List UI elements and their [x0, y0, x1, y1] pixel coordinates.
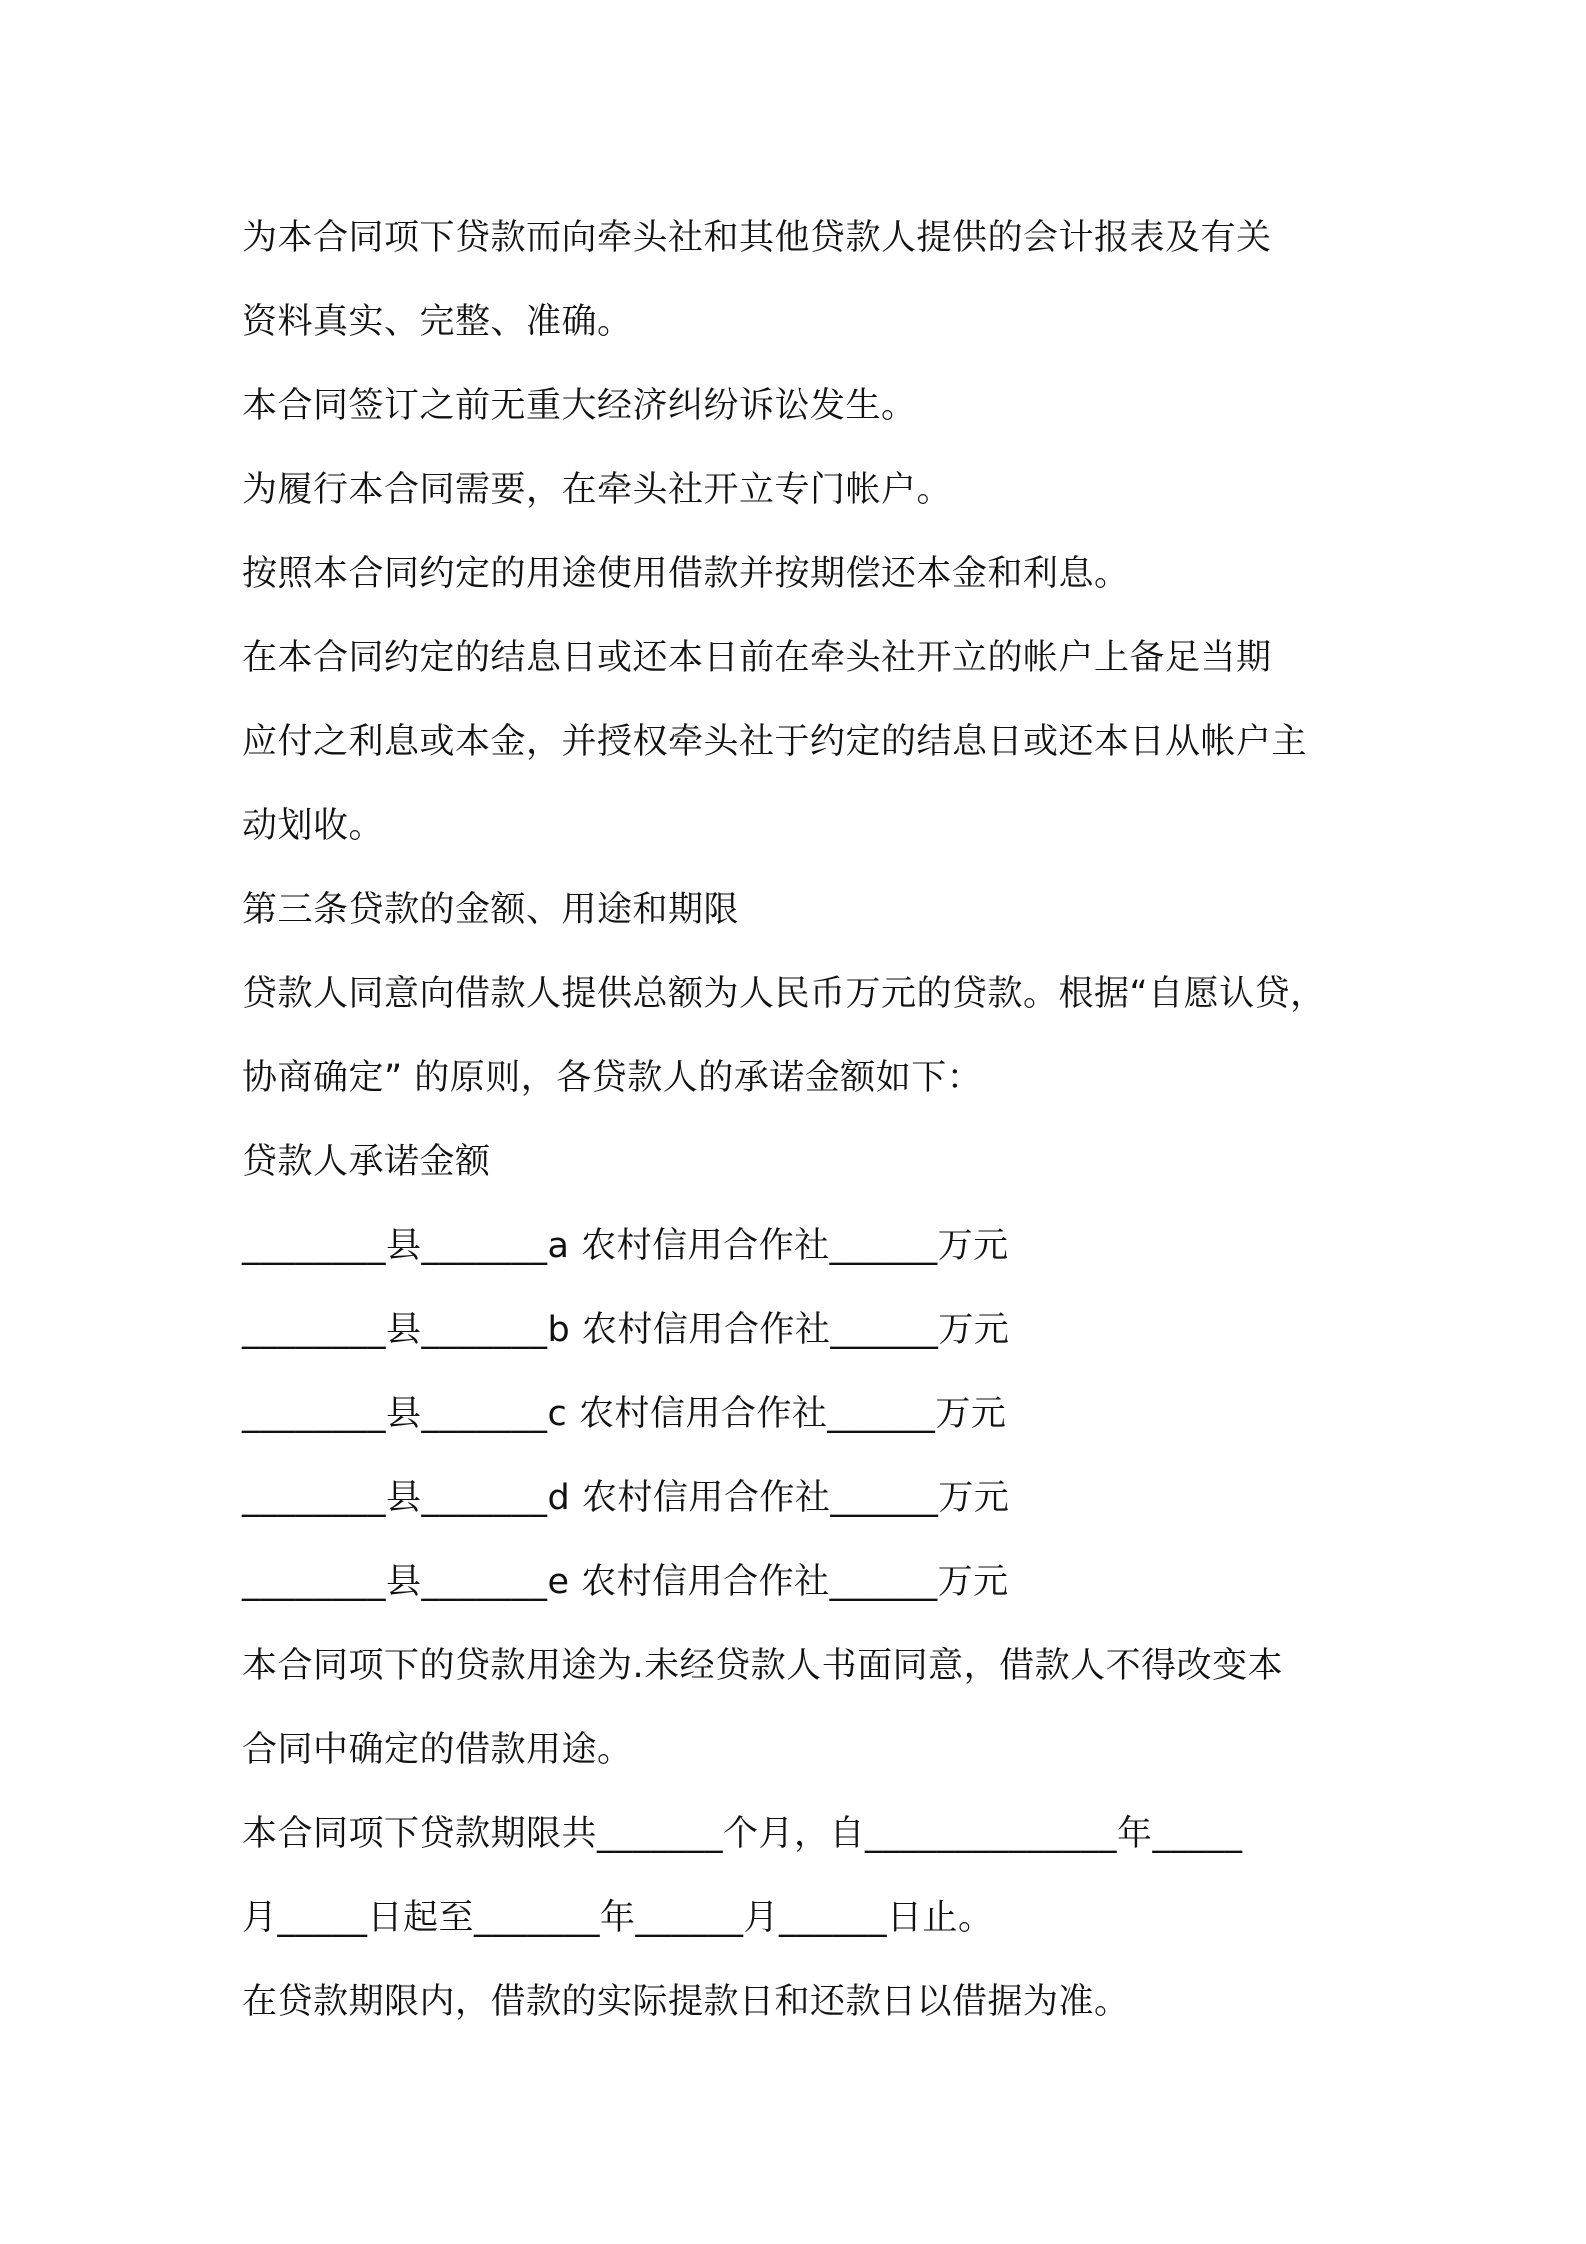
text-line: 在本合同约定的结息日或还本日前在牵头社开立的帐户上备足当期: [242, 638, 1272, 678]
lender-commitment-line-e: ________县_______e 农村信用合作社______万元: [242, 1562, 1009, 1602]
text-line: 本合同项下贷款期限共_______个月，自______________年_____: [242, 1814, 1243, 1854]
text-line: 贷款人同意向借款人提供总额为人民币万元的贷款。根据“自愿认贷，: [242, 974, 1326, 1014]
text-line: 月_____日起至_______年______月______日止。: [242, 1898, 994, 1938]
text-line: 本合同签订之前无重大经济纠纷诉讼发生。: [242, 386, 917, 426]
text-line: 按照本合同约定的用途使用借款并按期偿还本金和利息。: [242, 554, 1130, 594]
text-line: 协商确定” 的原则，各贷款人的承诺金额如下：: [242, 1058, 983, 1098]
text-line: 应付之利息或本金，并授权牵头社于约定的结息日或还本日从帐户主: [242, 722, 1308, 762]
text-line: 为本合同项下贷款而向牵头社和其他贷款人提供的会计报表及有关: [242, 218, 1272, 258]
lender-commitment-line-d: ________县_______d 农村信用合作社______万元: [242, 1478, 1010, 1518]
section-heading: 第三条贷款的金额、用途和期限: [242, 890, 740, 930]
text-line: 动划收。: [242, 806, 385, 846]
text-line: 本合同项下的贷款用途为.未经贷款人书面同意，借款人不得改变本: [242, 1646, 1284, 1686]
text-line: 为履行本合同需要，在牵头社开立专门帐户。: [242, 470, 953, 510]
lender-commitment-line-b: ________县_______b 农村信用合作社______万元: [242, 1310, 1010, 1350]
list-heading: 贷款人承诺金额: [242, 1142, 491, 1182]
text-line: 在贷款期限内，借款的实际提款日和还款日以借据为准。: [242, 1982, 1130, 2022]
document-body: [242, 196, 1362, 2044]
text-line: 资料真实、完整、准确。: [242, 302, 633, 342]
text-line: 合同中确定的借款用途。: [242, 1730, 633, 1770]
lender-commitment-line-c: ________县_______c 农村信用合作社______万元: [242, 1394, 1007, 1434]
lender-commitment-line-a: ________县_______a 农村信用合作社______万元: [242, 1226, 1009, 1266]
